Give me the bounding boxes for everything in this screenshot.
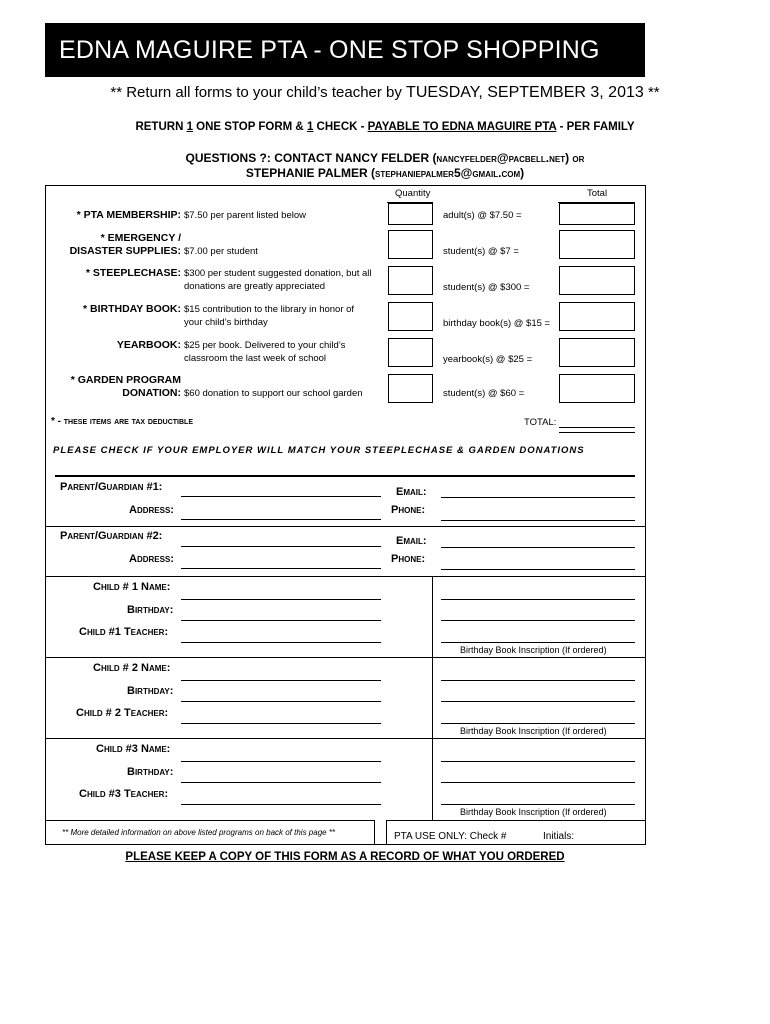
parent2-name-field[interactable] xyxy=(181,546,381,547)
yearbook-quantity-box[interactable] xyxy=(388,338,433,367)
garden-donation-label: * GARDEN PROGRAM DONATION: xyxy=(70,374,181,399)
garden-donation-total-box[interactable] xyxy=(559,374,635,403)
child1-birthday-label: Birthday: xyxy=(127,604,174,616)
child1-inscription-line3[interactable] xyxy=(441,642,635,643)
parent1-email-field[interactable] xyxy=(441,497,635,498)
child1-inscription-label: Birthday Book Inscription (If ordered) xyxy=(460,645,607,655)
birthday-book-desc: $15 contribution to the library in honor of your child’s birthday xyxy=(184,304,355,328)
parent1-label: Parent/Guardian #1: xyxy=(60,481,163,493)
child3-name-field[interactable] xyxy=(181,761,381,762)
parent1-name-field[interactable] xyxy=(181,496,381,497)
child3-teacher-label: Child #3 Teacher: xyxy=(79,788,169,800)
child1-inscription-line1[interactable] xyxy=(441,599,635,600)
child3-birthday-label: Birthday: xyxy=(127,766,174,778)
child2-birthday-label: Birthday: xyxy=(127,685,174,697)
emergency-supplies-label: * EMERGENCY / DISASTER SUPPLIES: xyxy=(69,232,181,257)
employer-match-notice: PLEASE CHECK IF YOUR EMPLOYER WILL MATCH YOUR STEEPLECHASE & GARDEN DONATIONS xyxy=(53,445,585,456)
quantity-header: Quantity xyxy=(395,188,431,199)
child1-inscription-line2[interactable] xyxy=(441,620,635,621)
parent1-phone-label: Phone: xyxy=(391,504,426,516)
keep-copy-notice: PLEASE KEEP A COPY OF THIS FORM AS A RECORD OF WHAT YOU ORDERED xyxy=(125,851,565,863)
child2-teacher-label: Child # 2 Teacher: xyxy=(76,707,169,719)
garden-donation-desc: $60 donation to support our school garden xyxy=(184,388,363,399)
child1-birthday-field[interactable] xyxy=(181,620,381,621)
parent1-address-field[interactable] xyxy=(181,519,381,520)
emergency-supplies-total-box[interactable] xyxy=(559,230,635,259)
pta-use-initials-label: Initials: xyxy=(543,831,575,842)
tax-deductible-note: * - these items are tax deductible xyxy=(51,416,193,427)
parent2-phone-label: Phone: xyxy=(391,553,426,565)
yearbook-total-box[interactable] xyxy=(559,338,635,367)
child3-inscription-line1[interactable] xyxy=(441,761,635,762)
pta-membership-total-box[interactable] xyxy=(559,203,635,225)
child3-inscription-line2[interactable] xyxy=(441,782,635,783)
emergency-supplies-desc: $7.00 per student xyxy=(184,246,258,257)
child2-inscription-line3[interactable] xyxy=(441,723,635,724)
birthday-book-label: * BIRTHDAY BOOK: xyxy=(82,303,181,315)
parent2-email-label: Email: xyxy=(396,535,427,547)
parent1-email-label: Email: xyxy=(396,486,427,498)
return-deadline: ** Return all forms to your child’s teacher by TUESDAY, SEPTEMBER 3, 2013 ** xyxy=(110,84,660,101)
child2-inscription-label: Birthday Book Inscription (If ordered) xyxy=(460,726,607,736)
parent2-phone-field[interactable] xyxy=(441,569,635,570)
return-instructions: RETURN 1 ONE STOP FORM & 1 CHECK - PAYABLE TO EDNA MAGUIRE PTA - PER FAMILY xyxy=(135,121,635,133)
steeplechase-total-box[interactable] xyxy=(559,266,635,295)
birthday-book-calc: birthday book(s) @ $15 = xyxy=(443,318,551,329)
pta-membership-label: * PTA MEMBERSHIP: xyxy=(76,209,181,221)
total-label: TOTAL: xyxy=(524,417,557,428)
total-header: Total xyxy=(587,188,608,199)
child2-teacher-field[interactable] xyxy=(181,723,381,724)
parent1-phone-field[interactable] xyxy=(441,520,635,521)
birthday-book-total-box[interactable] xyxy=(559,302,635,331)
more-info-note: ** More detailed information on above listed programs on back of this page ** xyxy=(62,828,336,837)
child3-inscription-line3[interactable] xyxy=(441,804,635,805)
child2-name-field[interactable] xyxy=(181,680,381,681)
payable-to: PAYABLE TO EDNA MAGUIRE PTA xyxy=(367,121,557,133)
child2-inscription-line1[interactable] xyxy=(441,680,635,681)
emergency-supplies-calc: student(s) @ $7 = xyxy=(443,246,519,257)
child1-teacher-label: Child #1 Teacher: xyxy=(79,626,169,638)
deadline-date: TUESDAY, SEPTEMBER 3, 2013 xyxy=(406,84,644,101)
parent1-address-label: Address: xyxy=(129,504,174,516)
child1-name-label: Child # 1 Name: xyxy=(93,581,171,593)
child1-teacher-field[interactable] xyxy=(181,642,381,643)
pta-membership-calc: adult(s) @ $7.50 = xyxy=(443,210,522,221)
garden-donation-calc: student(s) @ $60 = xyxy=(443,388,525,399)
child3-name-label: Child #3 Name: xyxy=(96,743,171,755)
child2-inscription-line2[interactable] xyxy=(441,701,635,702)
steeplechase-desc: $300 per student suggested donation, but all donations are greatly appreciated xyxy=(184,268,372,292)
child1-name-field[interactable] xyxy=(181,599,381,600)
parent2-address-label: Address: xyxy=(129,553,174,565)
garden-donation-quantity-box[interactable] xyxy=(388,374,433,403)
child3-birthday-field[interactable] xyxy=(181,782,381,783)
yearbook-calc: yearbook(s) @ $25 = xyxy=(443,354,533,365)
yearbook-label: YEARBOOK: xyxy=(116,339,181,351)
questions-contact-line2: STEPHANIE PALMER (stephaniepalmer5@gmail.com) xyxy=(245,166,525,180)
parent2-email-field[interactable] xyxy=(441,547,635,548)
pta-membership-desc: $7.50 per parent listed below xyxy=(184,210,306,221)
steeplechase-calc: student(s) @ $300 = xyxy=(443,282,530,293)
emergency-supplies-quantity-box[interactable] xyxy=(388,230,433,259)
yearbook-desc: $25 per book. Delivered to your child’s classroom the last week of school xyxy=(184,340,346,364)
child2-birthday-field[interactable] xyxy=(181,701,381,702)
form-title: EDNA MAGUIRE PTA - ONE STOP SHOPPING FORM xyxy=(45,23,645,77)
child3-inscription-label: Birthday Book Inscription (If ordered) xyxy=(460,807,607,817)
questions-contact-line1: QUESTIONS ?: CONTACT NANCY FELDER (nancyfelder@pacbell.net) or xyxy=(185,151,585,165)
steeplechase-quantity-box[interactable] xyxy=(388,266,433,295)
steeplechase-label: * STEEPLECHASE: xyxy=(85,267,181,279)
birthday-book-quantity-box[interactable] xyxy=(388,302,433,331)
pta-use-check-label: PTA USE ONLY: Check # xyxy=(394,831,507,842)
parent2-address-field[interactable] xyxy=(181,568,381,569)
child2-name-label: Child # 2 Name: xyxy=(93,662,171,674)
child3-teacher-field[interactable] xyxy=(181,804,381,805)
grand-total-field[interactable] xyxy=(559,427,635,433)
pta-membership-quantity-box[interactable] xyxy=(388,203,433,225)
parent2-label: Parent/Guardian #2: xyxy=(60,530,163,542)
